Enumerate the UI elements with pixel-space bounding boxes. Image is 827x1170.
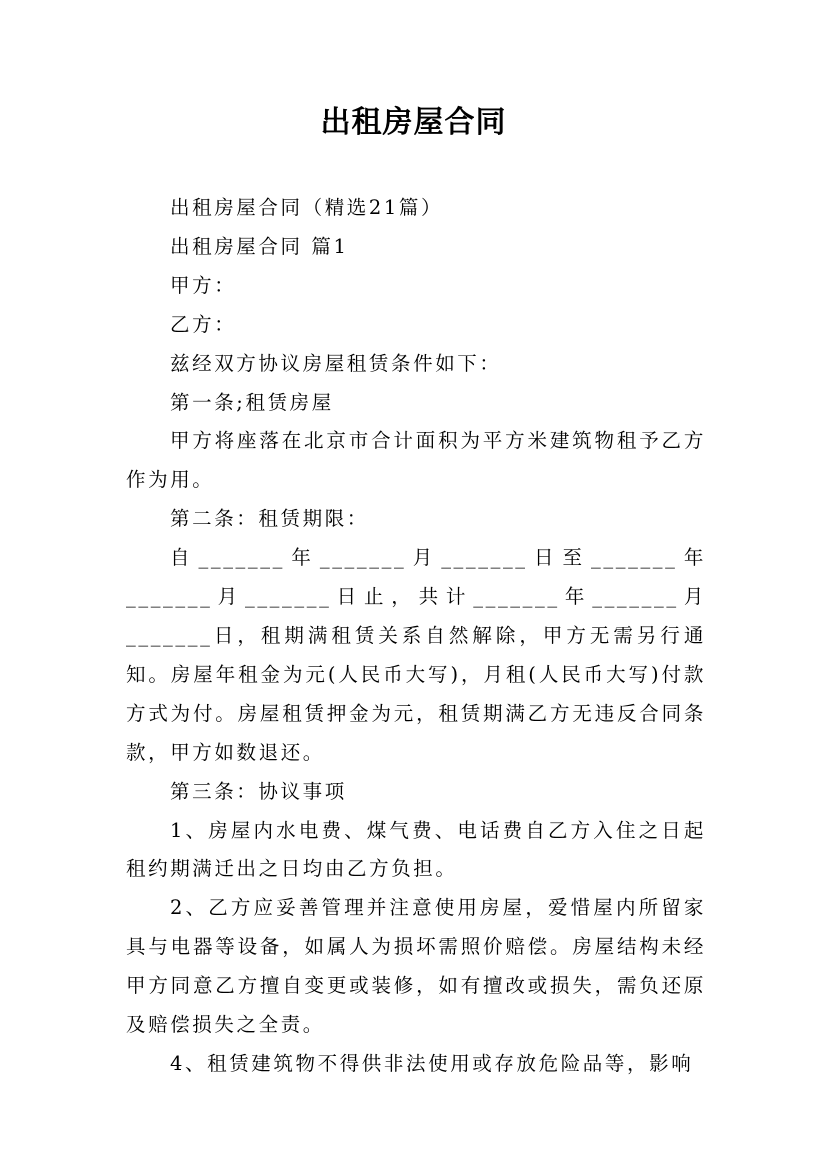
paragraph-article-2-heading: 第二条：租赁期限： bbox=[170, 507, 369, 531]
paragraph-article-1-heading: 第一条;租赁房屋 bbox=[170, 390, 334, 414]
paragraph-subtitle: 出租房屋合同（精选21篇） bbox=[170, 196, 444, 219]
paragraph-article-2-body: 自_______年_______月_______日至_______年_______月_______日止，共计_______年_______月_______日，租期满租赁关系自然解除，甲方无需另行通知。房屋年租金为元(人民币大写)，月租(人民币大写)付款方式为付。房屋租赁押金为元，租赁期满乙方无违反合同条款，甲方如数退还。 bbox=[126, 546, 706, 764]
paragraph-party-a: 甲方： bbox=[170, 273, 237, 297]
paragraph-item-1: 1、房屋内水电费、煤气费、电话费自乙方入住之日起租约期满迁出之日均由乙方负担。 bbox=[126, 818, 706, 881]
paragraph-item-4: 4、租赁建筑物不得供非法使用或存放危险品等，影响 bbox=[170, 1051, 694, 1075]
paragraph-section-heading: 出租房屋合同 篇1 bbox=[170, 234, 349, 258]
paragraph-intro: 兹经双方协议房屋租赁条件如下： bbox=[170, 351, 502, 375]
document-title: 出租房屋合同 bbox=[320, 105, 507, 140]
paragraph-item-2: 2、乙方应妥善管理并注意使用房屋，爱惜屋内所留家具与电器等设备，如属人为损坏需照价赔偿。房屋结构未经甲方同意乙方擅自变更或装修，如有擅改或损失，需负还原及赔偿损失之全责。 bbox=[126, 896, 706, 1037]
paragraph-article-3-heading: 第三条：协议事项 bbox=[170, 779, 347, 803]
paragraph-party-b: 乙方： bbox=[170, 312, 237, 336]
document-body bbox=[126, 189, 706, 1084]
paragraph-article-1-body: 甲方将座落在北京市合计面积为平方米建筑物租予乙方作为用。 bbox=[126, 429, 706, 492]
